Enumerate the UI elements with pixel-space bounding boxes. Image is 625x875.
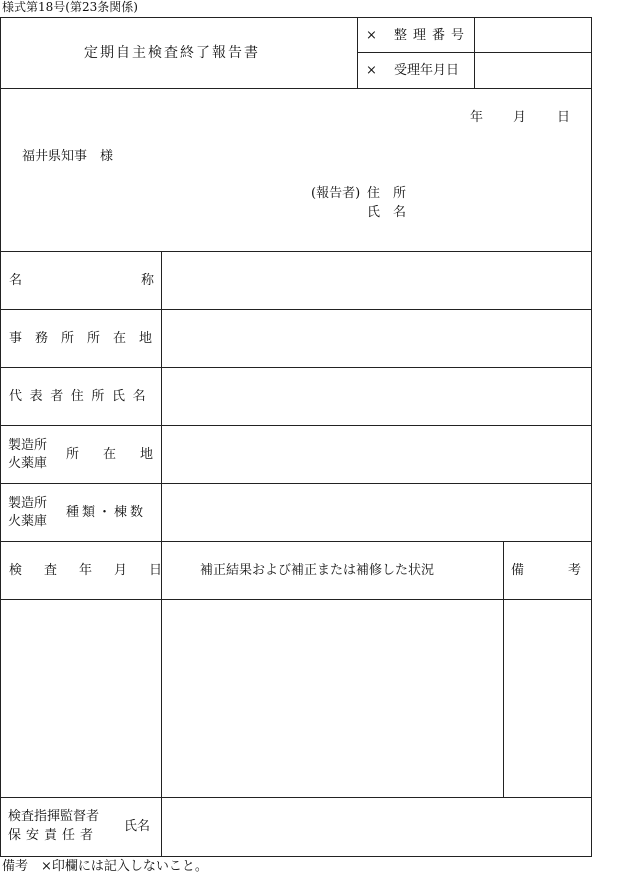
inspection-date-header: 検査年月日 xyxy=(9,563,185,578)
footnote: 備考 ×印欄には記入しないこと。 xyxy=(2,859,208,874)
form-number-label: 様式第18号(第23条関係) xyxy=(2,0,138,14)
addressee: 福井県知事 様 xyxy=(22,149,114,164)
reporter-address-field[interactable] xyxy=(415,182,585,202)
mark-seiri: × xyxy=(366,28,377,43)
juri-date-field[interactable] xyxy=(475,53,591,87)
seiri-bango-label: 整理番号 xyxy=(394,28,471,43)
mark-juri: × xyxy=(366,63,377,78)
remarks-cell[interactable] xyxy=(504,600,591,797)
supervisor-line2: 保安責任者 xyxy=(8,828,99,843)
row-office-location-label: 事務所所在地 xyxy=(9,331,166,346)
reporter-name-label: 氏 名 xyxy=(367,205,407,220)
date-year: 年 xyxy=(470,110,484,125)
remarks-header: 備考 xyxy=(511,563,625,578)
document-title: 定期自主検査終了報告書 xyxy=(84,45,260,61)
header-bottom-line xyxy=(0,88,592,89)
factory-location-field[interactable] xyxy=(162,426,591,483)
correction-result-header: 補正結果および補正または補修した状況 xyxy=(200,563,435,578)
date-day: 日 xyxy=(557,110,571,125)
reporter-name-field[interactable] xyxy=(415,202,585,222)
correction-result-cell[interactable] xyxy=(162,600,503,797)
representative-field[interactable] xyxy=(162,368,591,425)
office-location-field[interactable] xyxy=(162,310,591,367)
name-field[interactable] xyxy=(162,252,591,309)
seiri-bango-field[interactable] xyxy=(475,18,591,52)
report-date-field[interactable] xyxy=(420,105,585,127)
juri-date-label: 受理年月日 xyxy=(394,63,460,78)
row-name-label: 名称 xyxy=(9,273,274,288)
row-kind-count-label: 種類・棟数 xyxy=(66,505,147,520)
row-location-label: 所在地 xyxy=(66,447,178,462)
supervisor-name-label: 氏名 xyxy=(124,819,151,834)
row-factory-label-a: 製造所 火薬庫 xyxy=(8,438,48,471)
row-factory-label-b: 製造所 火薬庫 xyxy=(8,496,48,529)
reporter-prefix: (報告者) xyxy=(311,186,361,201)
row-representative-label: 代表者住所氏名 xyxy=(9,389,154,404)
supervisor-line1: 検査指揮監督者 xyxy=(8,809,100,824)
inspection-date-cell[interactable] xyxy=(1,600,161,797)
reporter-address-label: 住 所 xyxy=(367,186,407,201)
date-month: 月 xyxy=(513,110,527,125)
supervisor-name-field[interactable] xyxy=(162,798,591,856)
kind-count-field[interactable] xyxy=(162,484,591,541)
